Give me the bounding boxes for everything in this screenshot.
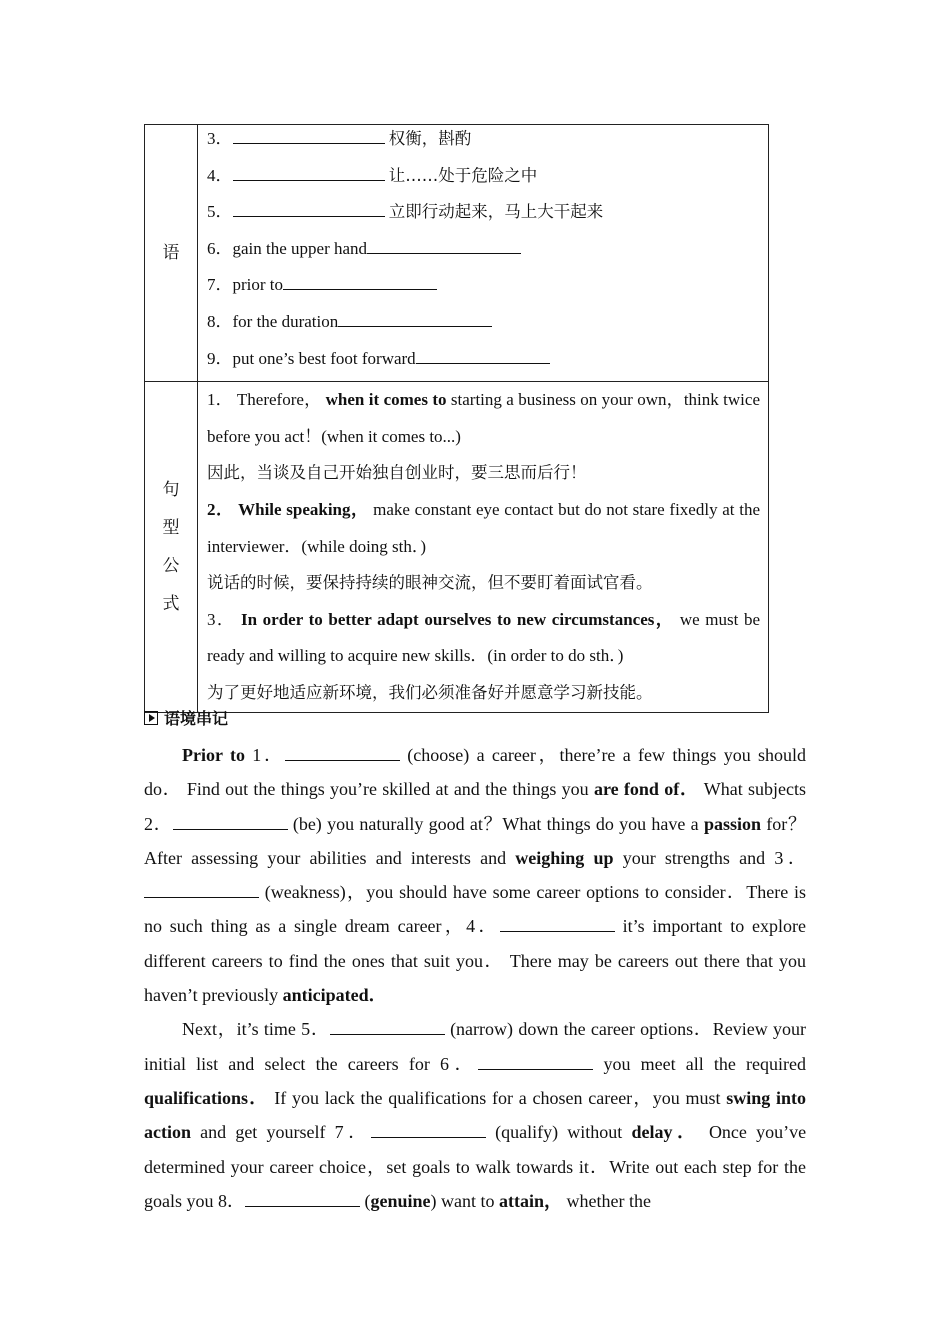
pattern-label-char: 式 — [162, 593, 180, 614]
phrase-item: 9．put one’s best foot forward — [207, 345, 760, 382]
phrase-item: 8．for the duration — [207, 308, 760, 345]
pattern-sentence: 2． While speaking， make constant eye contact but do not stare fixedly at the interviewer．(while doing sth．) — [207, 499, 761, 556]
phrase-item: 4． 让……处于危险之中 — [207, 165, 538, 185]
pattern-label-cell — [145, 382, 198, 712]
passage-paragraph-2: Next，it’s time 5． (narrow) down the career options．Review your initial list and select the careers for 6． you meet all the required qualifications． If you lack the qualifications for a chosen career，you must swing into action and get yourself 7． (qualify) without delay． Once you’ve determined your career choice，set goals to walk towards it．Write out each step for the goals you 8． (genuine) want to attain， whether the — [144, 1019, 807, 1211]
pattern-sentence: 1． Therefore， when it comes to starting a business on your own，think twice before you act！(when it comes to...) — [207, 390, 760, 446]
passage-paragraph-1: Prior to 1． (choose) a career，there’re a few things you should do． Find out the things you’re skilled at and the things you are fond of． What subjects 2． (be) you naturally good at？What things do you have a passion for？ After assessing your abilities and interests and weighing up your strengths and 3． (weakness)，you should have some career options to consider．There is no such thing as a single dream career，4． it’s important to explore different careers to find the ones that suit you． There may be careers out there that you haven’t previously anticipated． — [144, 745, 807, 1006]
phrase-label: 语 — [162, 243, 180, 264]
pattern-list — [198, 382, 769, 712]
pattern-translation: 因此，当谈及自己开始独自创业时，要三思而后行！ — [207, 463, 587, 483]
phrase-list — [198, 125, 769, 382]
section-title: 语境串记 — [144, 706, 228, 729]
context-passage — [144, 738, 806, 1218]
phrase-item: 5． 立即行动起来，马上大干起来 — [207, 202, 604, 222]
play-triangle-icon — [144, 711, 158, 725]
pattern-label-char: 句 — [162, 479, 180, 500]
pattern-label-char: 型 — [162, 517, 180, 538]
vocab-table — [144, 124, 769, 713]
phrase-label-cell — [145, 125, 198, 382]
phrase-item: 3． 权衡，斟酌 — [207, 129, 472, 148]
pattern-sentence: 3． In order to better adapt ourselves to new circumstances， we must be ready and willing to acquire new skills．(in order to do sth．) — [207, 609, 761, 666]
pattern-translation: 为了更好地适应新环境，我们必须准备好并愿意学习新技能。 — [207, 682, 653, 702]
pattern-translation: 说话的时候，要保持持续的眼神交流，但不要盯着面试官看。 — [207, 573, 653, 593]
phrase-item: 6．gain the upper hand — [207, 235, 760, 272]
pattern-label-char: 公 — [162, 555, 180, 576]
phrase-item: 7．prior to — [207, 271, 760, 308]
